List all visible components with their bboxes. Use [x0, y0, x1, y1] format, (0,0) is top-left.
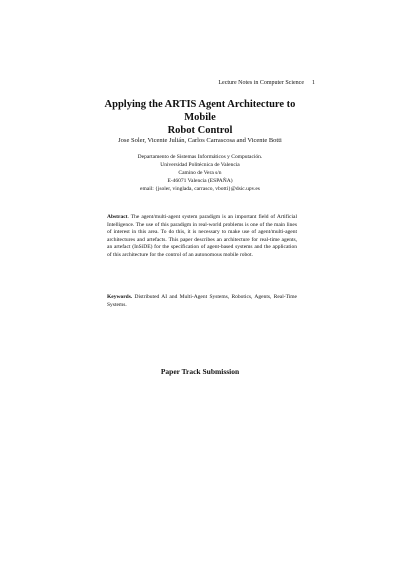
title-line-1: Applying the ARTIS Agent Architecture to Mobile [104, 99, 296, 123]
authors: Jose Soler, Vicente Julián, Carlos Carrascosa and Vicente Botti [118, 137, 282, 144]
keywords-label: Keywords. [107, 294, 133, 300]
affiliation [80, 153, 320, 193]
affiliation-city: E-46071 Valencia (ESPAÑA) [167, 178, 233, 184]
affiliation-university: Universidad Politécnica de Valencia [160, 162, 240, 168]
paper-title [100, 98, 300, 137]
keywords [107, 294, 297, 309]
running-header [218, 80, 315, 86]
affiliation-street: Camino de Vera s/n [178, 170, 222, 176]
abstract-text: . The agent/multi-agent system paradigm is an important field of Artificial Intelligence. The use of this paradigm in real-world problems is one of the main lines of interest in this area. To do this, it is necessary to make use of agent/multi-agent architectures and artefacts. This paper describes an architecture for real-time agents, an artefact (InSiDE) for the specification of agent-based systems and the application of this architecture for the control of an autonomous mobile robot. [107, 214, 297, 258]
abstract-label: Abstract [107, 214, 128, 220]
affiliation-email: email: {jsoler, vinglada, carrasco, vbotti}@dsic.upv.es [140, 186, 260, 192]
affiliation-department: Departamento de Sistemas Informáticos y Computación. [137, 154, 263, 160]
page-number: 1 [312, 80, 315, 86]
title-line-2: Robot Control [167, 125, 233, 136]
track-label: Paper Track Submission [160, 367, 240, 376]
keywords-text: Distributed AI and Multi-Agent Systems, Robotics, Agents, Real-Time Systems. [107, 294, 297, 308]
running-title: Lecture Notes in Computer Science [218, 80, 304, 86]
abstract [107, 214, 297, 259]
